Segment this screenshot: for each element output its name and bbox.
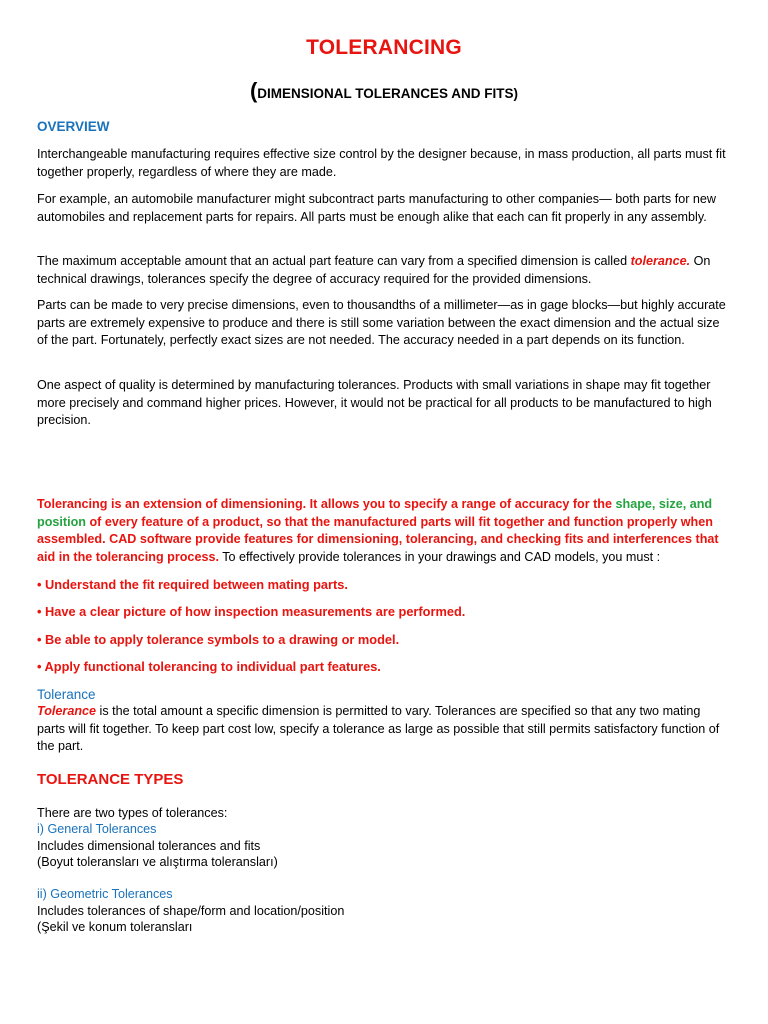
bullet-item: • Apply functional tolerancing to individual part features. [37,659,381,674]
overview-paragraph-1: Interchangeable manufacturing requires effective size control by the designer because, in mass production, all parts must fit together properly, regardless of where they are made. [37,147,726,179]
tolerance-term: tolerance. [630,254,691,268]
general-tolerances-label: i) General Tolerances [37,822,157,836]
page-title: TOLERANCING [306,36,462,59]
bullet-item: • Have a clear picture of how inspection measurements are performed. [37,604,466,619]
tolerance-types-heading: TOLERANCE TYPES [37,771,184,788]
general-tolerances-desc: Includes dimensional tolerances and fits [37,839,261,853]
subtitle-text: DIMENSIONAL TOLERANCES AND FITS) [257,86,519,101]
tolerance-text: is the total amount a specific dimension is permitted to vary. Tolerances are specified so that any two mating parts will fit together. To keep part cost low, specify a tolerance as large as possible that still permits satisfactory function of the part. [37,704,720,754]
tolerance-paragraph [37,703,727,756]
extension-red-1: Tolerancing is an extension of dimensioning. It allows you to specify a range of accuracy for the [37,497,616,511]
geometric-tolerances-translation: (Şekil ve konum toleransları [37,920,193,934]
subtitle-paren: ( [249,78,258,103]
p3-after: On technical drawings, tolerances specify the degree of accuracy required for the provided dimensions. [37,254,711,286]
extension-plain: To effectively provide tolerances in your drawings and CAD models, you must : [218,549,661,564]
p3-before: The maximum acceptable amount that an actual part feature can vary from a specified dimension is called [37,254,631,268]
overview-paragraph-5: One aspect of quality is determined by manufacturing tolerances. Products with small variations in shape may fit together more precisely and command higher prices. However, it would not be practical for all products to be manufactured to high precision. [37,378,712,428]
page-subtitle [0,78,768,104]
geometric-tolerances-desc: Includes tolerances of shape/form and location/position [37,904,345,918]
extension-paragraph [37,496,727,566]
tolerance-term-2: Tolerance [37,704,97,718]
overview-heading: OVERVIEW [37,119,110,134]
bullet-item: • Understand the fit required between mating parts. [37,577,348,592]
overview-paragraph-2: For example, an automobile manufacturer might subcontract parts manufacturing to other companies— both parts for new automobiles and replacement parts for repairs. All parts must be enough alike that each can fit properly in any assembly. [37,192,717,224]
bullet-item: • Be able to apply tolerance symbols to a drawing or model. [37,632,400,647]
types-intro: There are two types of tolerances: [37,806,228,820]
extension-green: shape, size, and position [37,497,713,529]
overview-paragraph-4: Parts can be made to very precise dimensions, even to thousandths of a millimeter—as in gage blocks—but highly accurate parts are extremely expensive to produce and there is still some variation between the exact dimension and the actual size of the part. Fortunately, perfectly exact sizes are not needed. The accuracy needed in a part depends on its function. [37,298,726,348]
general-tolerances-translation: (Boyut toleransları ve alıştırma toleransları) [37,855,278,869]
overview-paragraph-3 [37,253,727,288]
tolerance-heading: Tolerance [37,687,96,702]
geometric-tolerances-label: ii) Geometric Tolerances [37,887,173,901]
extension-red-2: of every feature of a product, so that the manufactured parts will fit together and function properly when assembled. CAD software provide features for dimensioning, tolerancing, and checking fits and interferences that aid in the tolerancing process. [37,514,719,564]
